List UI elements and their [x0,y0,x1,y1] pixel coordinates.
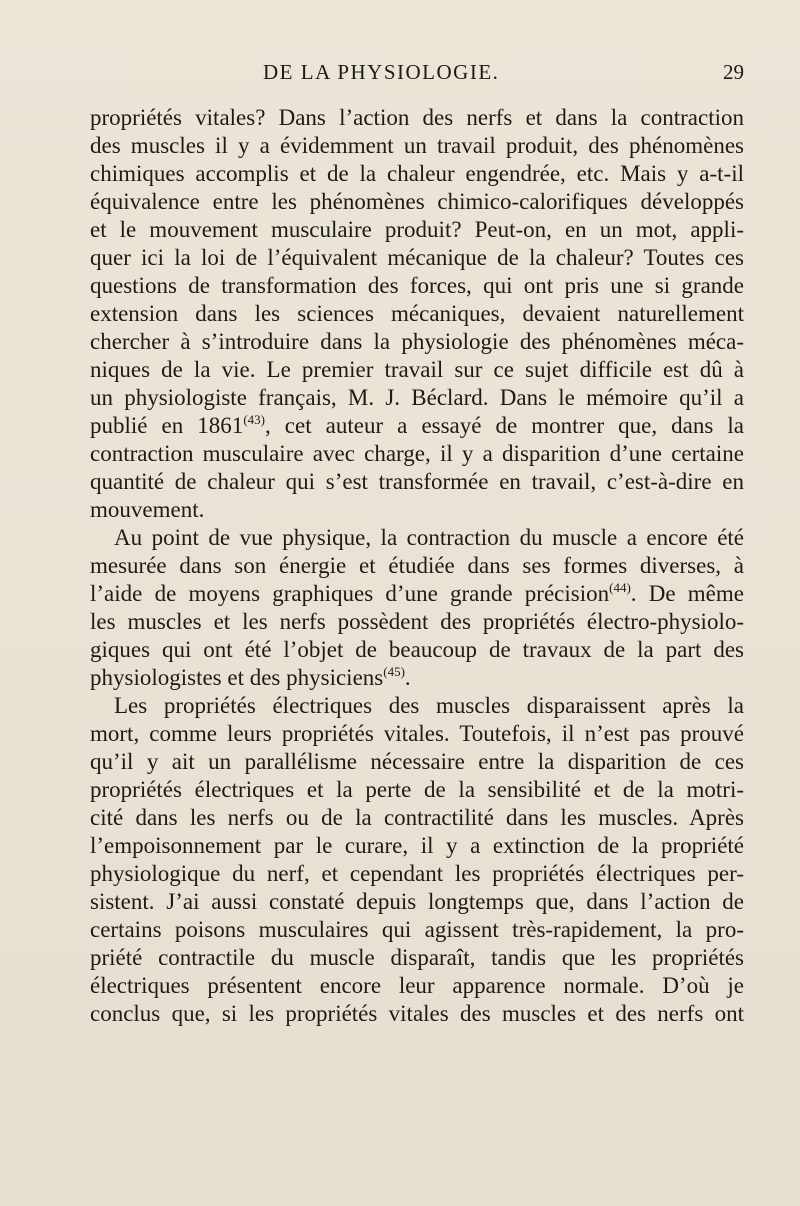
text-segment: mesurée dans son énergie et étudiée dans ses formes diverses, à [90,553,744,578]
text-line [90,188,744,216]
body-text [90,104,744,1028]
text-line [90,384,744,412]
text-line [90,356,744,384]
text-segment: extension dans les sciences mécaniques, devaient naturellement [90,301,744,326]
text-segment: Les propriétés électriques des muscles disparaissent après la [114,693,744,718]
text-line [90,776,744,804]
text-segment: contraction musculaire avec charge, il y a disparition d’une certaine [90,441,744,466]
text-segment: mort, comme leurs propriétés vitales. Toutefois, il n’est pas prouvé [90,721,744,746]
text-line [90,888,744,916]
text-line [90,832,744,860]
text-segment: Au point de vue physique, la contraction du muscle a encore été [114,525,744,550]
text-segment: giques qui ont été l’objet de beaucoup de travaux de la part des [90,637,744,662]
text-segment: priété contractile du muscle disparaît, tandis que les propriétés [90,945,744,970]
text-line [90,300,744,328]
text-segment: conclus que, si les propriétés vitales des muscles et des nerfs ont [90,1001,744,1026]
text-line [90,664,744,692]
paragraph [90,692,744,1028]
text-line [90,720,744,748]
text-line [90,496,744,524]
text-line [90,160,744,188]
text-segment: chercher à s’introduire dans la physiologie des phénomènes méca- [90,329,744,354]
text-segment: , cet auteur a essayé de montrer que, dans la [264,413,744,438]
footnote-reference: (43) [243,412,265,427]
text-line [90,440,744,468]
text-line [90,132,744,160]
page-header [90,60,744,92]
text-line [90,328,744,356]
text-line [90,636,744,664]
text-segment: propriétés vitales? Dans l’action des nerfs et dans la contraction [90,105,744,130]
text-segment: physiologique du nerf, et cependant les propriétés électriques per- [90,861,744,886]
text-segment: propriétés électriques et la perte de la sensibilité et de la motri- [90,777,744,802]
text-line [90,916,744,944]
text-segment: publié en 1861 [90,413,244,438]
text-segment: niques de la vie. Le premier travail sur ce sujet difficile est dû à [90,357,744,382]
text-line [90,412,744,440]
text-segment: l’empoisonnement par le curare, il y a extinction de la propriété [90,833,744,858]
text-segment: . De même [630,581,744,606]
text-segment: l’aide de moyens graphiques d’une grande précision [90,581,610,606]
text-line [90,552,744,580]
text-line [90,944,744,972]
text-segment: cité dans les nerfs ou de la contractilité dans les muscles. Après [90,805,744,830]
text-line [90,216,744,244]
footnote-reference: (44) [609,580,631,595]
text-segment: sistent. J’ai aussi constaté depuis longtemps que, dans l’action de [90,889,744,914]
text-line [90,468,744,496]
footnote-reference: (45) [383,664,405,679]
text-line [90,244,744,272]
text-segment: mouvement. [90,497,205,522]
text-segment: certains poisons musculaires qui agissent très-rapidement, la pro- [90,917,744,942]
text-segment: quantité de chaleur qui s’est transformée en travail, c’est-à-dire en [90,469,744,494]
text-segment: des muscles il y a évidemment un travail produit, des phénomènes [90,133,744,158]
text-segment: qu’il y ait un parallélisme nécessaire entre la disparition de ces [90,749,744,774]
text-line [90,272,744,300]
text-line [90,608,744,636]
text-line [90,692,744,720]
text-line [90,524,744,552]
text-line [90,580,744,608]
text-segment: électriques présentent encore leur apparence normale. D’où je [90,973,744,998]
text-segment: chimiques accomplis et de la chaleur engendrée, etc. Mais y a-t-il [90,161,744,186]
text-line [90,1000,744,1028]
text-segment: les muscles et les nerfs possèdent des propriétés électro-physiolo- [90,609,744,634]
text-segment: . [404,665,411,690]
text-line [90,104,744,132]
paragraph [90,104,744,524]
text-line [90,972,744,1000]
text-line [90,804,744,832]
text-segment: questions de transformation des forces, qui ont pris une si grande [90,273,744,298]
page-number: 29 [723,60,744,84]
text-segment: équivalence entre les phénomènes chimico-calorifiques développés [90,189,744,214]
text-segment: physiologistes et des physiciens [90,665,384,690]
text-line [90,748,744,776]
text-segment: un physiologiste français, M. J. Béclard. Dans le mémoire qu’il a [90,385,744,410]
text-line [90,860,744,888]
text-segment: et le mouvement musculaire produit? Peut-on, en un mot, appli- [90,217,744,242]
paragraph [90,524,744,692]
running-title: DE LA PHYSIOLOGIE. [263,60,500,84]
text-segment: quer ici la loi de l’équivalent mécanique de la chaleur? Toutes ces [90,245,744,270]
